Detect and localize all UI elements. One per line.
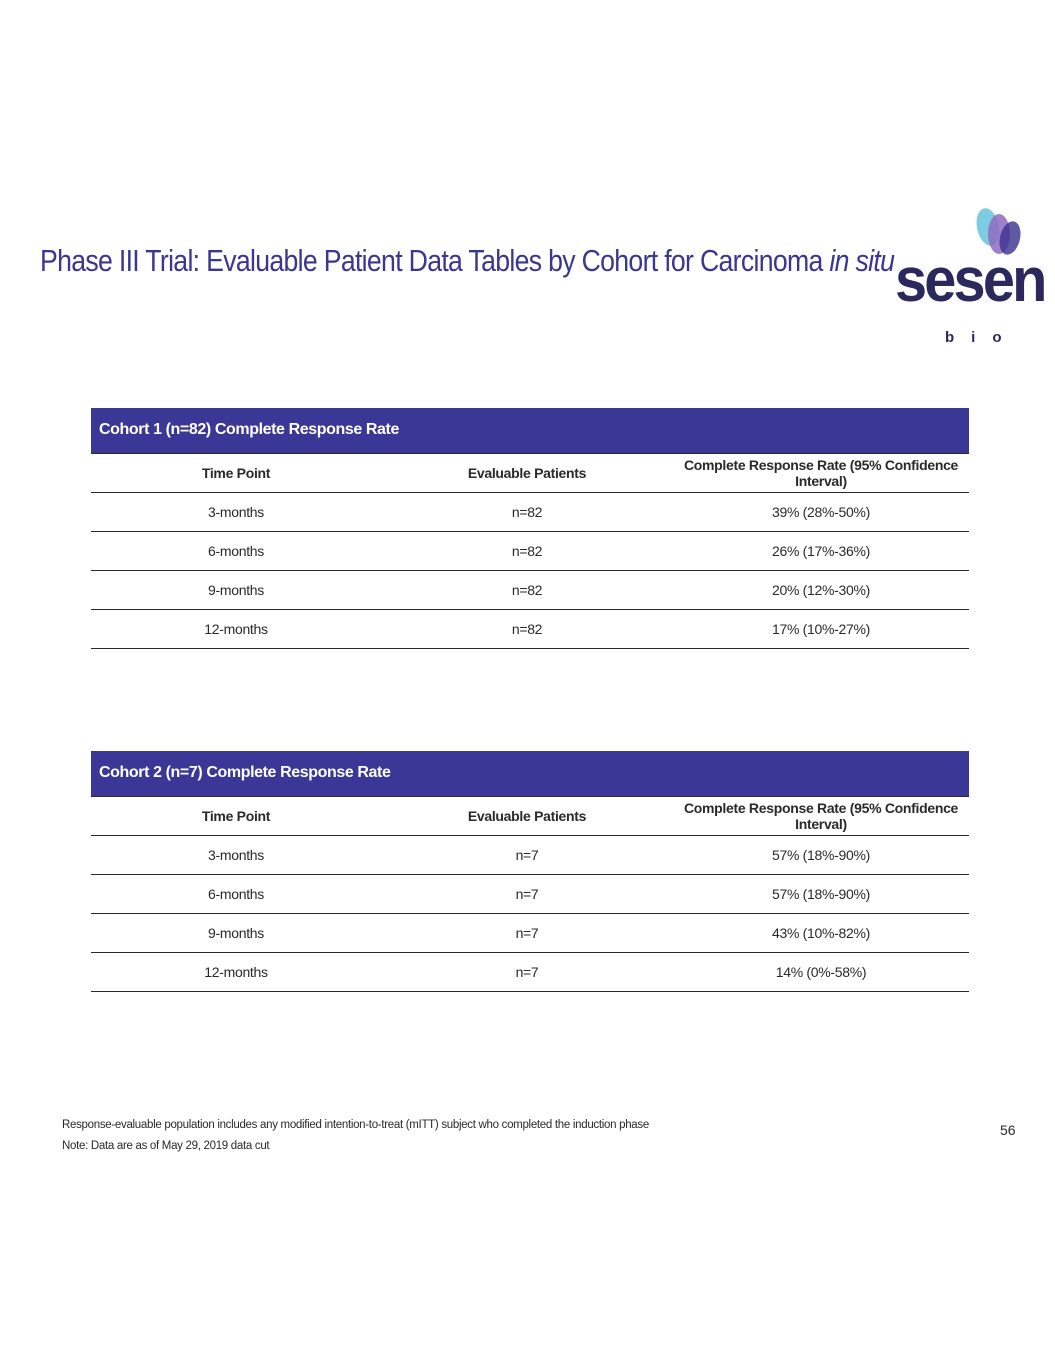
logo-subtext: bio: [945, 329, 1019, 346]
table-row: [91, 874, 969, 913]
cell-time-point: 9-months: [91, 913, 381, 952]
cell-response-rate: 57% (18%-90%): [673, 835, 969, 874]
column-header-evaluable-patients: Evaluable Patients: [381, 796, 673, 835]
cell-evaluable-patients: n=7: [381, 835, 673, 874]
cell-response-rate: 14% (0%-58%): [673, 952, 969, 991]
cell-response-rate: 26% (17%-36%): [673, 531, 969, 570]
cell-evaluable-patients: n=7: [381, 913, 673, 952]
footnote-data-cut: Note: Data are as of May 29, 2019 data cut: [62, 1140, 270, 1152]
column-header-evaluable-patients: Evaluable Patients: [381, 453, 673, 492]
table-row: [91, 492, 969, 531]
footnotes: [62, 1115, 649, 1157]
table-row: [91, 531, 969, 570]
cell-time-point: 6-months: [91, 874, 381, 913]
table-caption-row: [91, 408, 969, 453]
cell-time-point: 3-months: [91, 835, 381, 874]
cohort-1-table: [91, 408, 969, 649]
logo-wordmark: sesen: [895, 246, 1045, 315]
cell-evaluable-patients: n=82: [381, 609, 673, 648]
cell-evaluable-patients: n=82: [381, 492, 673, 531]
column-header-response-rate: Complete Response Rate (95% Confidence Interval): [673, 453, 969, 492]
page-title: [40, 243, 894, 279]
company-logo: [895, 202, 1045, 347]
page-number: 56: [1000, 1122, 1016, 1138]
cohort-2-table: [91, 751, 969, 992]
cell-response-rate: 43% (10%-82%): [673, 913, 969, 952]
column-header-response-rate: Complete Response Rate (95% Confidence Interval): [673, 796, 969, 835]
cell-time-point: 12-months: [91, 609, 381, 648]
cell-response-rate: 57% (18%-90%): [673, 874, 969, 913]
column-header-time-point: Time Point: [91, 453, 381, 492]
cell-response-rate: 20% (12%-30%): [673, 570, 969, 609]
table-header-row: [91, 453, 969, 492]
table-caption: Cohort 2 (n=7) Complete Response Rate: [91, 751, 969, 796]
table-row: [91, 952, 969, 991]
table-caption: Cohort 1 (n=82) Complete Response Rate: [91, 408, 969, 453]
table-row: [91, 835, 969, 874]
table-caption-row: [91, 751, 969, 796]
table-row: [91, 570, 969, 609]
column-header-time-point: Time Point: [91, 796, 381, 835]
footnote-population: Response-evaluable population includes any modified intention-to-treat (mITT) subject who completed the induction phase: [62, 1119, 649, 1131]
page-title-text: Phase III Trial: Evaluable Patient Data Tables by Cohort for Carcinoma: [40, 243, 830, 278]
table-header-row: [91, 796, 969, 835]
table-row: [91, 609, 969, 648]
cell-evaluable-patients: n=7: [381, 874, 673, 913]
cell-evaluable-patients: n=7: [381, 952, 673, 991]
table-row: [91, 913, 969, 952]
cell-response-rate: 17% (10%-27%): [673, 609, 969, 648]
cell-evaluable-patients: n=82: [381, 531, 673, 570]
page-title-italic: in situ: [829, 243, 895, 278]
cell-time-point: 9-months: [91, 570, 381, 609]
cell-time-point: 3-months: [91, 492, 381, 531]
cell-time-point: 6-months: [91, 531, 381, 570]
cell-evaluable-patients: n=82: [381, 570, 673, 609]
cell-response-rate: 39% (28%-50%): [673, 492, 969, 531]
cell-time-point: 12-months: [91, 952, 381, 991]
